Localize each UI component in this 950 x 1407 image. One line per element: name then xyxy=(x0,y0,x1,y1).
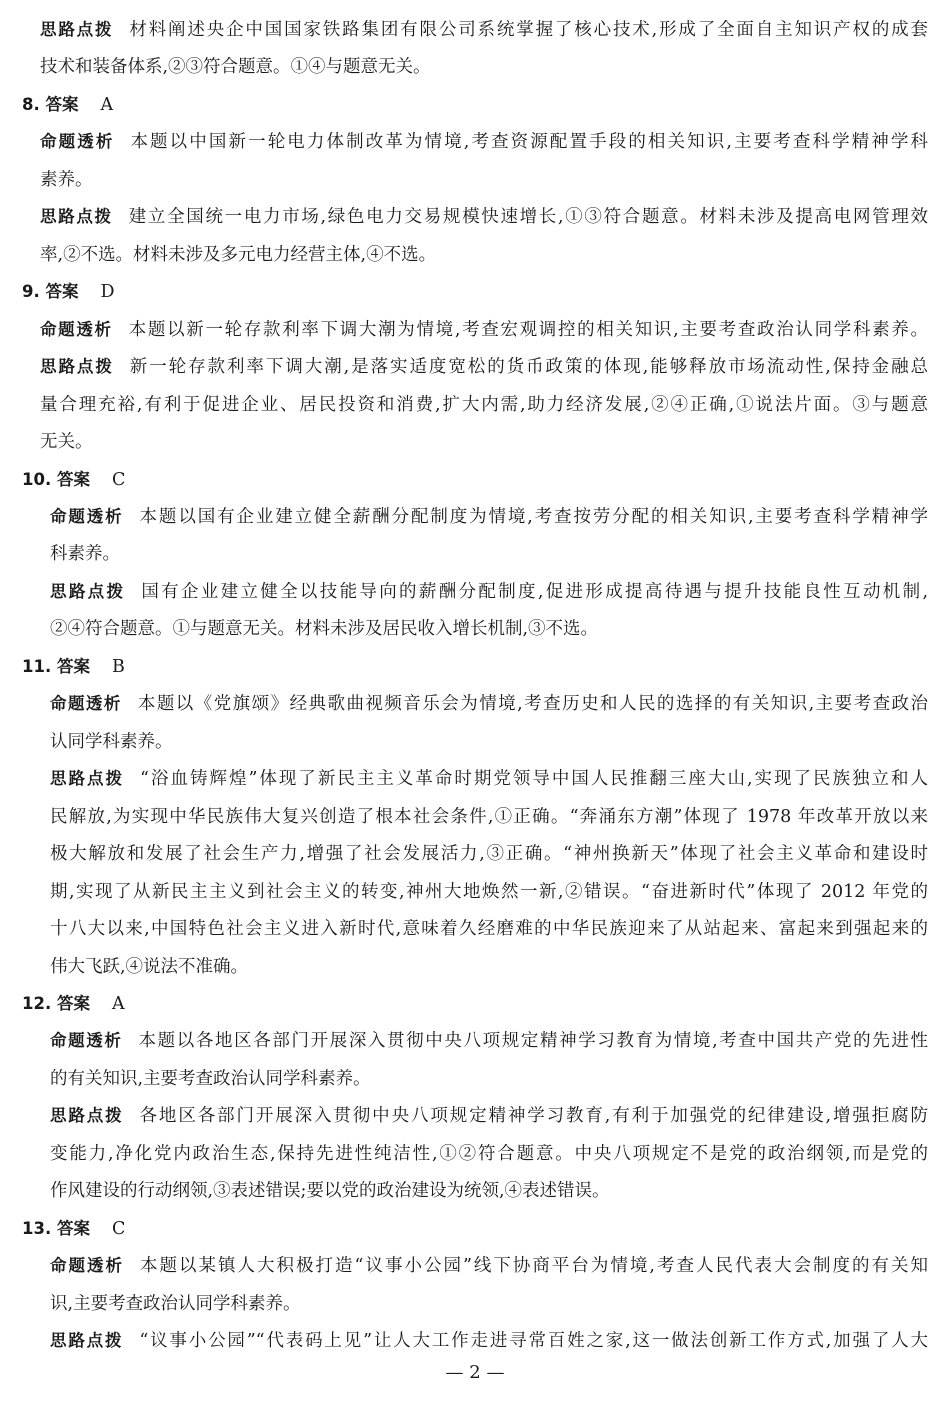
section-label: 命题透析 xyxy=(50,506,124,526)
answer-heading xyxy=(22,92,113,118)
paragraph-first-line xyxy=(40,354,928,380)
section-label: 思路点拨 xyxy=(50,1106,124,1126)
answer-heading xyxy=(22,654,125,680)
section-label: 命题透析 xyxy=(40,132,115,152)
paragraph-text: 作风建设的行动纲领,③表述错误;要以党的政治建设为统领,④表述错误。 xyxy=(50,1181,610,1202)
paragraph-line xyxy=(50,541,120,567)
paragraph-line xyxy=(50,1141,928,1167)
paragraph-text: 变能力,净化党内政治生态,保持先进性纯洁性,①②符合题意。中央八项规定不是党的政治纲领,而是党的 xyxy=(50,1143,928,1164)
question-number: 9. 答案 xyxy=(22,282,79,302)
paragraph-line xyxy=(50,1291,301,1317)
paragraph-text: 民解放,为实现中华民族伟大复兴创造了根本社会条件,①正确。“奔涌东方潮”体现了 1978 年改革开放以来 xyxy=(50,806,928,827)
paragraph-text: 率,②不选。材料未涉及多元电力经营主体,④不选。 xyxy=(40,244,437,265)
paragraph-text: 新一轮存款利率下调大潮,是落实适度宽松的货币政策的体现,能够释放市场流动性,保持金融总 xyxy=(129,357,928,378)
paragraph-text: 科素养。 xyxy=(50,544,120,565)
question-number: 8. 答案 xyxy=(22,94,79,114)
paragraph-line xyxy=(40,429,93,455)
paragraph-first-line xyxy=(40,17,928,43)
page-number: — 2 — xyxy=(445,1362,505,1383)
paragraph-text: 极大解放和发展了社会生产力,增强了社会发展活力,③正确。“神州换新天”体现了社会主义革命和建设时 xyxy=(50,844,928,865)
answer-heading xyxy=(22,467,125,493)
paragraph-text: 本题以中国新一轮电力体制改革为情境,考查资源配置手段的相关知识,主要考查科学精神学科 xyxy=(130,132,928,153)
paragraph-text: 本题以新一轮存款利率下调大潮为情境,考查宏观调控的相关知识,主要考查政治认同学科素养。 xyxy=(128,319,928,340)
paragraph-line xyxy=(50,729,173,755)
question-number: 12. 答案 xyxy=(22,993,90,1013)
answer-choice: A xyxy=(100,94,114,115)
paragraph-line xyxy=(50,616,598,642)
paragraph-line xyxy=(50,879,928,905)
paragraph-first-line xyxy=(50,766,928,792)
paragraph-first-line xyxy=(40,129,928,155)
paragraph-text: 本题以各地区各部门开展深入贯彻中央八项规定精神学习教育为情境,考查中国共产党的先进性 xyxy=(138,1031,928,1052)
paragraph-text: 素养。 xyxy=(40,169,93,190)
section-label: 命题透析 xyxy=(50,1031,123,1051)
section-label: 思路点拨 xyxy=(50,769,125,789)
answer-heading xyxy=(22,991,125,1017)
paragraph-text: 技术和装备体系,②③符合题意。①④与题意无关。 xyxy=(40,57,431,78)
paragraph-first-line xyxy=(50,1103,928,1129)
paragraph-first-line xyxy=(50,1028,928,1054)
paragraph-first-line xyxy=(50,504,928,530)
paragraph-line xyxy=(40,54,431,80)
paragraph-text: 期,实现了从新民主主义到社会主义的转变,神州大地焕然一新,②错误。“奋进新时代”体现了 2012 年党的 xyxy=(50,881,928,902)
paragraph-text: 国有企业建立健全以技能导向的薪酬分配制度,促进形成提高待遇与提升技能良性互动机制, xyxy=(141,581,928,602)
paragraph-text: 本题以《党旗颂》经典歌曲视频音乐会为情境,考查历史和人民的选择的有关知识,主要考查政治 xyxy=(137,694,928,715)
section-label: 思路点拨 xyxy=(40,207,113,227)
paragraph-line xyxy=(40,242,436,268)
question-number: 10. 答案 xyxy=(22,469,90,489)
paragraph-text: “议事小公园”“代表码上见”让人大工作走进寻常百姓之家,这一做法创新工作方式,加强了人大 xyxy=(139,1331,928,1352)
paragraph-first-line xyxy=(40,204,928,230)
paragraph-text: 的有关知识,主要考查政治认同学科素养。 xyxy=(50,1068,371,1089)
paragraph-line xyxy=(50,804,928,830)
section-label: 命题透析 xyxy=(50,694,122,714)
paragraph-text: 伟大飞跃,④说法不准确。 xyxy=(50,956,249,977)
section-label: 思路点拨 xyxy=(50,581,126,601)
paragraph-text: 认同学科素养。 xyxy=(50,731,173,752)
paragraph-line xyxy=(50,841,928,867)
paragraph-text: 无关。 xyxy=(40,432,93,453)
section-label: 命题透析 xyxy=(40,319,113,339)
paragraph-line xyxy=(50,954,248,980)
paragraph-first-line xyxy=(50,579,928,605)
paragraph-line xyxy=(40,167,93,193)
paragraph-line xyxy=(40,392,928,418)
paragraph-text: “浴血铸辉煌”体现了新民主主义革命时期党领导中国人民推翻三座大山,实现了民族独立和人 xyxy=(140,769,928,790)
paragraph-text: 各地区各部门开展深入贯彻中央八项规定精神学习教育,有利于加强党的纪律建设,增强拒腐防 xyxy=(139,1106,928,1127)
paragraph-text: ②④符合题意。①与题意无关。材料未涉及居民收入增长机制,③不选。 xyxy=(50,619,599,640)
answer-heading xyxy=(22,279,115,305)
paragraph-first-line xyxy=(40,317,928,343)
paragraph-text: 量合理充裕,有利于促进企业、居民投资和消费,扩大内需,助力经济发展,②④正确,①说法片面。③与题意 xyxy=(40,394,928,415)
section-label: 思路点拨 xyxy=(40,20,114,39)
answer-choice: C xyxy=(111,469,126,490)
answer-choice: D xyxy=(100,282,115,303)
answer-choice: A xyxy=(111,993,125,1014)
paragraph-text: 建立全国统一电力市场,绿色电力交易规模快速增长,①③符合题意。材料未涉及提高电网管理效 xyxy=(128,207,928,228)
paragraph-text: 十八大以来,中国特色社会主义进入新时代,意味着久经磨难的中华民族迎来了从站起来、富起来到强起来的 xyxy=(50,919,928,940)
paragraph-text: 本题以国有企业建立健全薪酬分配制度为情境,考查按劳分配的相关知识,主要考查科学精神学 xyxy=(139,506,928,527)
section-label: 思路点拨 xyxy=(50,1331,124,1351)
paragraph-first-line xyxy=(50,691,928,717)
paragraph-text: 本题以某镇人大积极打造“议事小公园”线下协商平台为情境,考查人民代表大会制度的有关知 xyxy=(140,1256,928,1277)
answer-choice: C xyxy=(111,1218,126,1239)
question-number: 13. 答案 xyxy=(22,1218,90,1238)
paragraph-first-line xyxy=(50,1328,928,1354)
paragraph-text: 材料阐述央企中国国家铁路集团有限公司系统掌握了核心技术,形成了全面自主知识产权的成套 xyxy=(129,20,928,40)
answer-heading xyxy=(22,1216,125,1242)
paragraph-line xyxy=(50,1066,371,1092)
paragraph-text: 识,主要考查政治认同学科素养。 xyxy=(50,1293,301,1314)
answer-choice: B xyxy=(111,656,125,677)
section-label: 命题透析 xyxy=(50,1256,125,1276)
section-label: 思路点拨 xyxy=(40,357,114,377)
question-number: 11. 答案 xyxy=(22,656,90,676)
paragraph-line xyxy=(50,1178,610,1204)
paragraph-first-line xyxy=(50,1253,928,1279)
paragraph-line xyxy=(50,916,928,942)
